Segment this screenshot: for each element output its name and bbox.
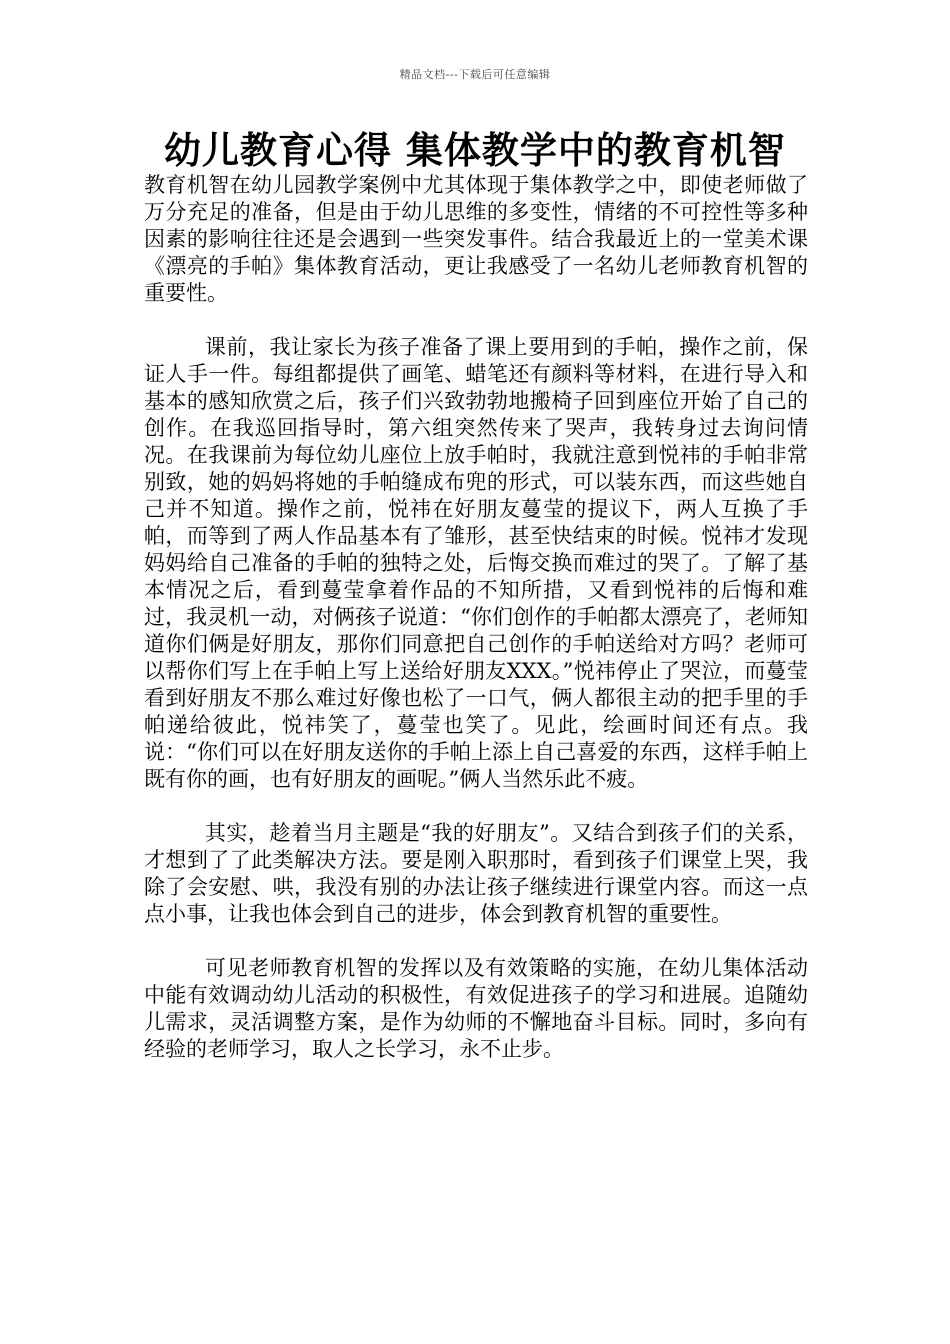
document-title: 幼儿教育心得 集体教学中的教育机智 [164,128,786,172]
paragraph-story: 课前，我让家长为孩子准备了课上要用到的手帕，操作之前，保证人手一件。每组都提供了画笔、蜡笔还有颜料等材料，在进行导入和基本的感知欣赏之后，孩子们兴致勃勃地搬椅子回到座位开始了自己的创作。在我巡回指导时，第六组突然传来了哭声，我转身过去询问情况。在我课前为每位幼儿座位上放手帕时，我就注意到悦祎的手帕非常别致，她的妈妈将她的手帕缝成布兜的形式，可以装东西，而这些她自己并不知道。操作之前，悦祎在好朋友蔓莹的提议下，两人互换了手帕，而等到了两人作品基本有了雏形，甚至快结束的时候。悦祎才发现妈妈给自己准备的手帕的独特之处，后悔交换而难过的哭了。了解了基本情况之后，看到蔓莹拿着作品的不知所措，又看到悦祎的后悔和难过，我灵机一动，对俩孩子说道：“你们创作的手帕都太漂亮了，老师知道你们俩是好朋友，那你们同意把自己创作的手帕送给对方吗？老师可以帮你们写上在手帕上写上送给好朋友XXX。”悦祎停止了哭泣，而蔓莹看到好朋友不那么难过好像也松了一口气，俩人都很主动的把手里的手帕递给彼此，悦祎笑了，蔓莹也笑了。见此，绘画时间还有点。我说：“你们可以在好朋友送你的手帕上添上自己喜爱的东西，这样手帕上既有你的画，也有好朋友的画呢。”俩人当然乐此不疲。 [144,335,808,791]
header-note: 精品文档---下载后可任意编辑 [399,68,551,81]
paragraph-intro: 教育机智在幼儿园教学案例中尤其体现于集体教学之中，即使老师做了万分充足的准备，但是由于幼儿思维的多变性，情绪的不可控性等多种因素的影响往往还是会遇到一些突发事件。结合我最近上的一堂美术课《漂亮的手帕》集体教育活动，更让我感受了一名幼儿老师教育机智的重要性。 [144,173,808,305]
paragraph-conclusion: 可见老师教育机智的发挥以及有效策略的实施，在幼儿集体活动中能有效调动幼儿活动的积极性，有效促进孩子的学习和进展。追随幼儿需求，灵活调整方案，是作为幼师的不懈地奋斗目标。同时，多向有经验的老师学习，取人之长学习，永不止步。 [144,956,808,1061]
paragraph-reflection: 其实，趁着当月主题是“我的好朋友”。又结合到孩子们的关系，才想到了了此类解决方法。要是刚入职那时，看到孩子们课堂上哭，我除了会安慰、哄，我没有别的办法让孩子继续进行课堂内容。而这一点点小事，让我也体会到自己的进步，体会到教育机智的重要性。 [144,821,808,926]
document-body [144,172,808,1063]
